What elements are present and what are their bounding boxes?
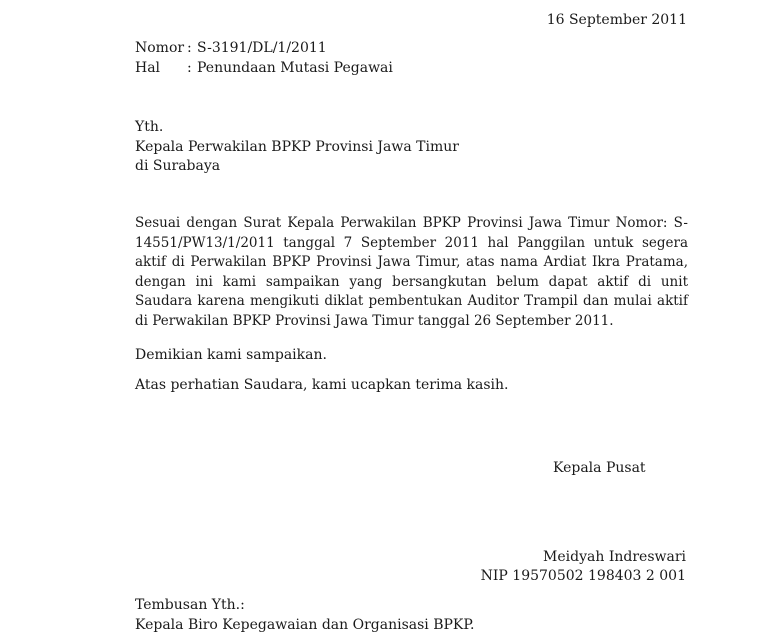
hal-label: Hal [135, 59, 187, 79]
signatory-name: Meidyah Indreswari [543, 548, 686, 568]
letter-date: 16 September 2011 [547, 11, 687, 31]
nomor-label: Nomor [135, 39, 187, 59]
closing-line-1: Demikian kami sampaikan. [135, 346, 509, 366]
body-paragraph: Sesuai dengan Surat Kepala Perwakilan BPKP Provinsi Jawa Timur Nomor: S-14551/PW13/1/2011 tanggal 7 September 2011 hal Panggilan untuk segera aktif di Perwakilan BPKP Provinsi Jawa Timur, atas nama Ardiat Ikra Pratama, dengan ini kami sampaikan yang bersangkutan belum dapat aktif di unit Saudara karena mengikuti diklat pembentukan Auditor Trampil dan mulai aktif di Perwakilan BPKP Provinsi Jawa Timur tanggal 26 September 2011. [135, 214, 688, 331]
recipient-line-1: Kepala Perwakilan BPKP Provinsi Jawa Timur [135, 138, 459, 158]
closing-line-2: Atas perhatian Saudara, kami ucapkan terima kasih. [135, 376, 509, 396]
cc-label: Tembusan Yth.: [135, 596, 474, 616]
cc-block [135, 596, 474, 635]
closing-gap [135, 366, 509, 376]
signatory-nip: NIP 19570502 198403 2 001 [481, 567, 686, 587]
closing-block [135, 346, 509, 395]
recipient-block [135, 118, 459, 177]
hal-row [135, 59, 393, 79]
nomor-value: S-3191/DL/1/2011 [197, 39, 327, 59]
recipient-line-2: di Surabaya [135, 157, 459, 177]
nomor-colon: : [187, 39, 197, 59]
signatory-title: Kepala Pusat [553, 459, 646, 479]
hal-colon: : [187, 59, 197, 79]
hal-value: Penundaan Mutasi Pegawai [197, 59, 393, 79]
cc-line-1: Kepala Biro Kepegawaian dan Organisasi BPKP. [135, 616, 474, 635]
letter-meta [135, 39, 393, 78]
nomor-row [135, 39, 393, 59]
salutation: Yth. [135, 118, 459, 138]
